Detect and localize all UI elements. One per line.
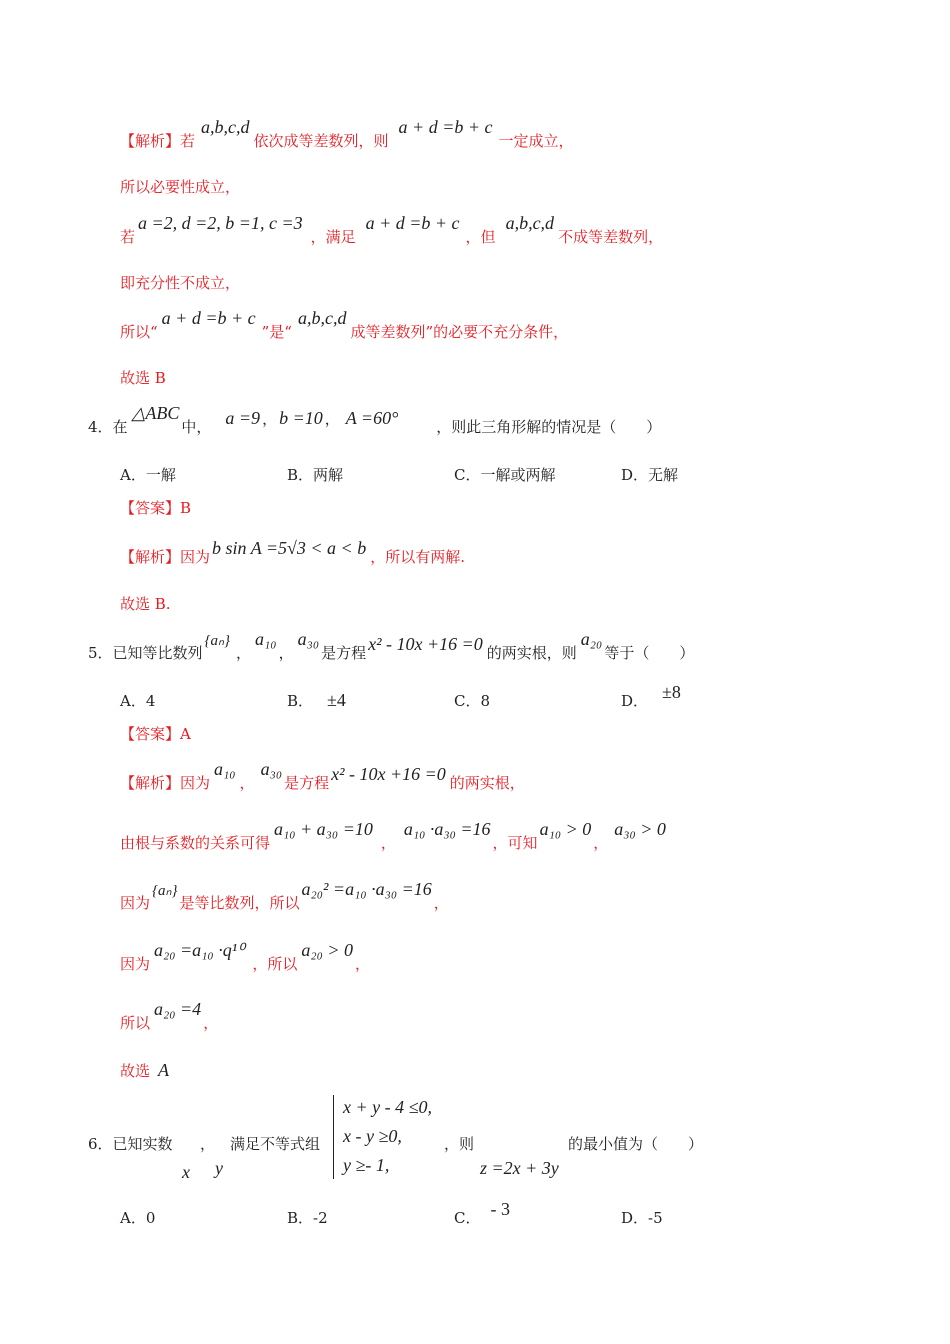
q6-option-b: B．-2 <box>287 1209 328 1227</box>
q5-sol-line1: 【解析】因为a₁₀，a₃₀是方程 x² - 10x +16 =0 的两实根， <box>120 759 525 792</box>
math-values: a =2, d =2, b =1, c =3 <box>138 213 303 233</box>
sol3-line6: 故选 B <box>120 369 166 387</box>
math-inequality: b sin A =5√3 < a < b <box>212 538 367 558</box>
q5-option-d: D． ±8 <box>621 682 681 710</box>
q6-stem-end: 的最小值为（ ） <box>568 1135 704 1153</box>
q6-stem-num: 6．已知实数 <box>88 1135 173 1153</box>
q5-stem: 5．已知等比数列{aₙ}，a₁₀，a₃₀是方程 x² - 10x +16 =0 的两实根，则a₂₀等于（ ） <box>88 629 695 662</box>
math-abcd: a,b,c,d <box>505 213 555 233</box>
sol3-line3: 若a =2, d =2, b =1, c =3，满足a + d =b + c，但a,b,c,d不成等差数列， <box>120 213 664 246</box>
math-triangle: △ABC <box>131 403 180 423</box>
q4-option-c: C．一解或两解 <box>454 466 556 484</box>
analysis-tag: 【解析】 <box>120 132 181 150</box>
system-row-1: x + y - 4 ≤0, <box>343 1097 432 1117</box>
sol3-line2: 所以必要性成立， <box>120 178 241 196</box>
q4-option-b: B．两解 <box>287 466 344 484</box>
q4-option-d: D．无解 <box>621 466 679 484</box>
q6-option-c: C． - 3 <box>454 1199 510 1227</box>
q5-option-b: B． ±4 <box>287 690 346 710</box>
q5-option-c: C．8 <box>454 692 491 710</box>
math-equation: x² - 10x +16 =0 <box>368 634 483 654</box>
math-var-y: y <box>215 1158 223 1178</box>
math-a30: a₃₀ <box>297 629 320 649</box>
q5-sol-line3: 因为{aₙ}是等比数列，所以a₂₀² =a₁₀ ·a₃₀ =16， <box>120 879 449 912</box>
q6-stem-tail: ，则 <box>444 1135 475 1153</box>
math-var-x: x <box>182 1162 190 1182</box>
q4-option-a: A．一解 <box>120 466 176 484</box>
math-sequence: {aₙ} <box>204 633 231 649</box>
q4-solution: 【解析】因为 b sin A =5√3 < a < b ，所以有两解. <box>120 538 465 566</box>
system-row-2: x - y ≥0, <box>343 1126 402 1146</box>
math-abcd: a,b,c,d <box>201 117 250 137</box>
math-eq: a + d =b + c <box>398 117 493 137</box>
math-eq: a + d =b + c <box>365 213 460 233</box>
q5-option-a: A．4 <box>120 692 156 710</box>
system-row-3: y ≥- 1, <box>343 1155 390 1175</box>
q5-answer: 【答案】A <box>120 725 191 743</box>
q4-choose: 故选 B. <box>120 595 171 613</box>
math-objective: z =2x + 3y <box>480 1158 559 1178</box>
q5-sol-line6: 故选 A <box>120 1060 170 1080</box>
q5-sol-line5: 所以a₂₀ =4， <box>120 999 219 1032</box>
math-abcd: a,b,c,d <box>297 308 347 328</box>
sol3-line1: 【解析】若a,b,c,d依次成等差数列，则a + d =b + c一定成立， <box>120 117 574 150</box>
math-a20: a₂₀ <box>580 629 603 649</box>
math-a: a =9 <box>225 408 261 428</box>
q4-answer: 【答案】B <box>120 499 192 517</box>
q6-option-a: A．0 <box>120 1209 156 1227</box>
sol3-line4: 即充分性不成立， <box>120 274 241 292</box>
math-eq: a + d =b + c <box>161 308 256 328</box>
q5-sol-line4: 因为a₂₀ =a₁₀ ·q¹⁰，所以a₂₀ > 0， <box>120 940 371 973</box>
q4-stem: 4．在△ABC中， a =9 ， b =10 ， A =60° ，则此三角形解的情况是（ ） <box>88 403 662 436</box>
math-angle: A =60° <box>345 408 399 428</box>
q6-stem-mid: 满足不等式组 <box>230 1135 321 1153</box>
q5-sol-line2: 由根与系数的关系可得a₁₀ + a₃₀ =10，a₁₀ ·a₃₀ =16，可知a₁₀ > 0，a₃₀ > 0 <box>120 819 666 852</box>
system-brace <box>333 1095 340 1179</box>
q6-option-d: D．-5 <box>621 1209 663 1227</box>
sol3-line5: 所以“a + d =b + c”是“a,b,c,d成等差数列”的必要不充分条件， <box>120 308 569 341</box>
math-a10: a₁₀ <box>255 629 277 649</box>
math-b: b =10 <box>279 408 323 428</box>
